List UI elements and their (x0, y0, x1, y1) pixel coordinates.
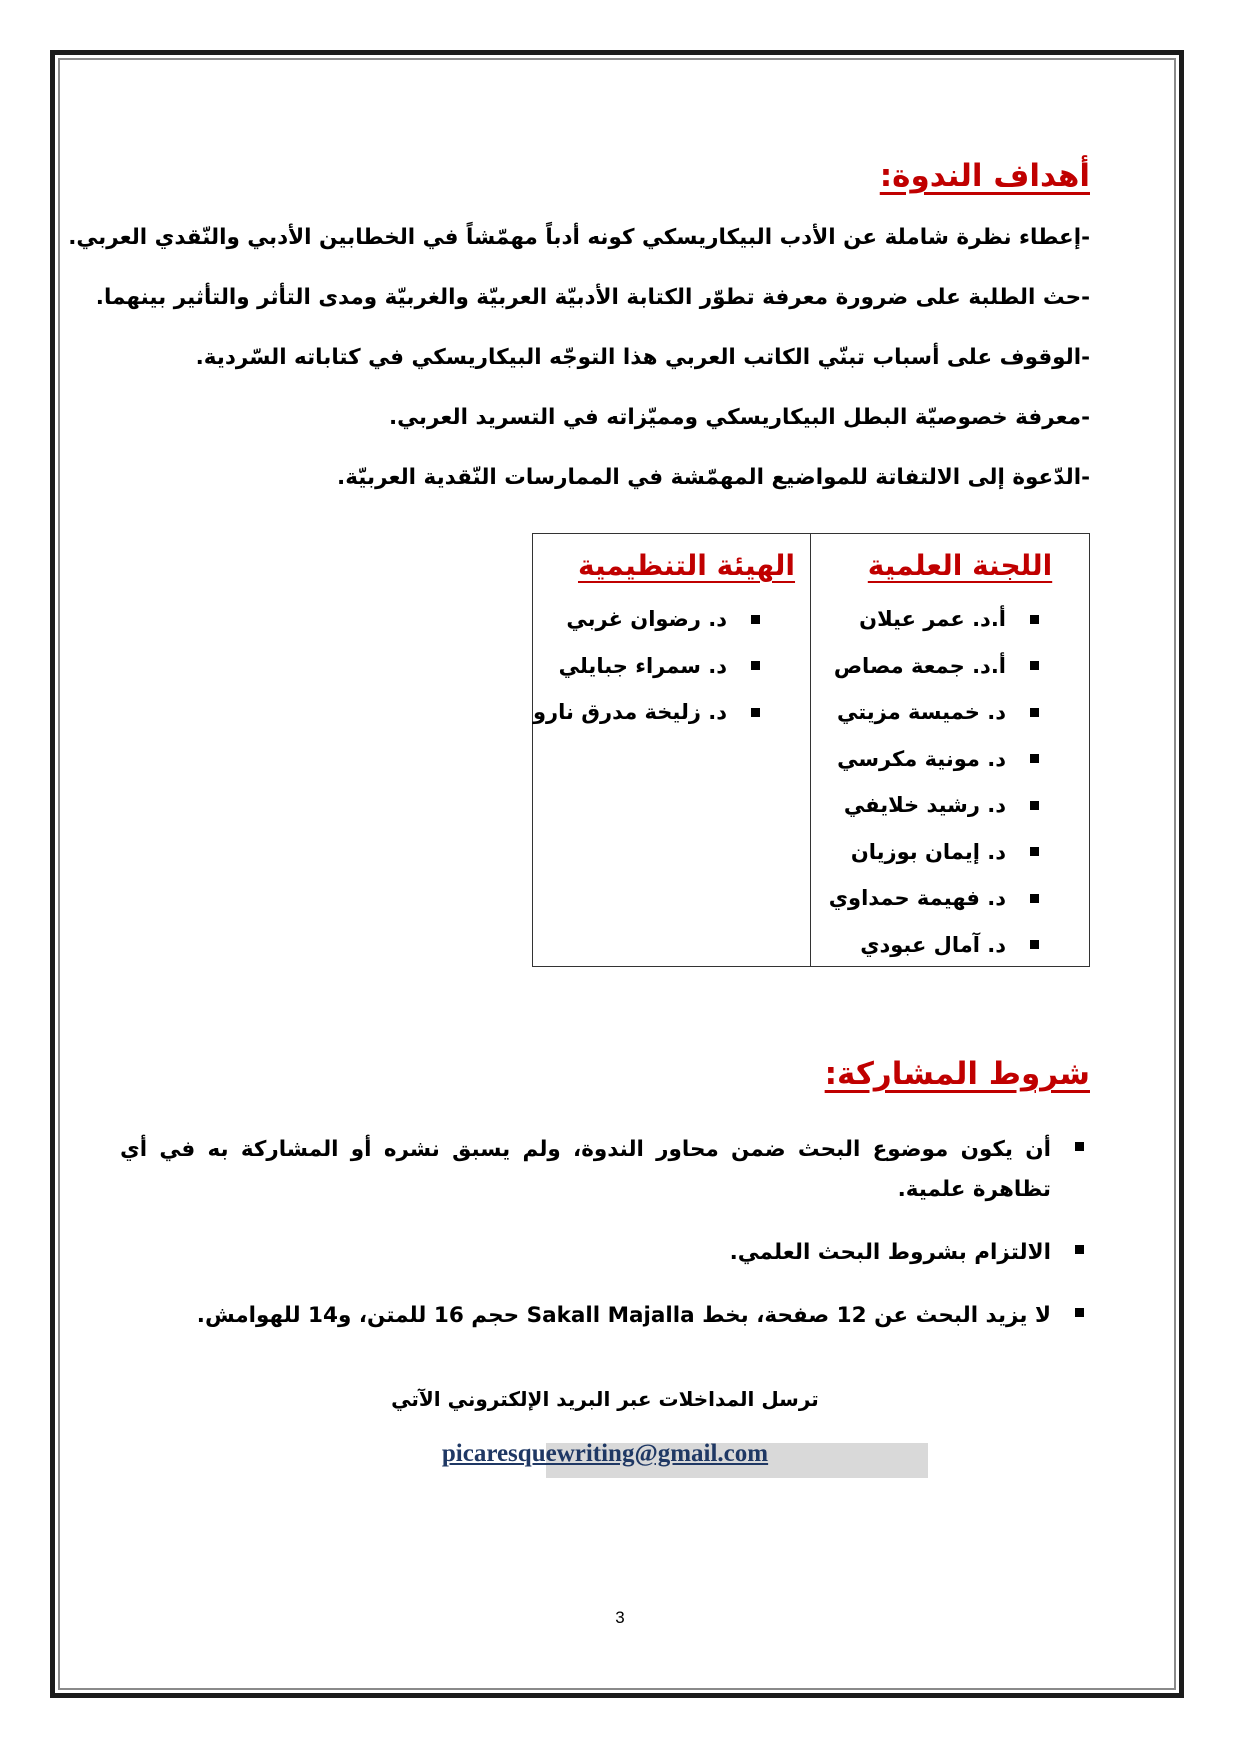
condition-item (120, 1130, 1090, 1210)
committee-member (533, 596, 760, 643)
submission-note: ترسل المداخلات عبر البريد الإلكتروني الآتي (391, 1387, 819, 1411)
square-bullet-icon (1075, 1142, 1084, 1151)
member-name: د. رشيد خلايفي (843, 793, 1006, 818)
conditions-heading: شروط المشاركة: (824, 1056, 1090, 1092)
committee-member (533, 689, 760, 736)
committee-member (811, 643, 1039, 690)
scientific-committee-title: اللجنة العلمية (867, 549, 1053, 582)
member-name: د. آمال عبودي (860, 932, 1006, 957)
square-bullet-icon (751, 708, 760, 717)
committee-member (811, 875, 1039, 922)
square-bullet-icon (1030, 847, 1039, 856)
member-name: أ.د. جمعة مصاص (833, 653, 1006, 678)
document-page (68, 0, 1090, 1755)
committee-member (533, 643, 760, 690)
member-name: د. إيمان بوزيان (850, 839, 1006, 864)
member-name: د. مونية مكرسي (837, 746, 1006, 771)
square-bullet-icon (1030, 661, 1039, 670)
page-number: 3 (615, 1608, 625, 1627)
square-bullet-icon (1030, 801, 1039, 810)
committee-member (811, 736, 1039, 783)
condition-item (120, 1296, 1090, 1336)
scientific-committee-list (811, 596, 1089, 968)
square-bullet-icon (1075, 1308, 1084, 1317)
committee-member (811, 922, 1039, 969)
scientific-committee-column (810, 534, 1089, 966)
square-bullet-icon (1075, 1245, 1084, 1254)
square-bullet-icon (751, 615, 760, 624)
condition-item (120, 1233, 1090, 1273)
square-bullet-icon (1030, 894, 1039, 903)
member-name: د. زليخة مدرق نارو (533, 700, 728, 725)
conditions-list (120, 1130, 1090, 1336)
condition-text: الالتزام بشروط البحث العلمي. (729, 1240, 1051, 1265)
committee-member (811, 689, 1039, 736)
member-name: د. فهيمة حمداوي (828, 886, 1006, 911)
organizing-committee-column (533, 534, 810, 966)
committee-member (811, 829, 1039, 876)
committee-member (811, 596, 1039, 643)
goal-item: -إعطاء نظرة شاملة عن الأدب البيكاريسكي كونه أدباً مهمّشاً في الخطابين الأدبي والنّقدي العربي. (68, 225, 1090, 250)
committees-table (532, 533, 1090, 967)
square-bullet-icon (1030, 940, 1039, 949)
member-name: د. رضوان غربي (566, 607, 728, 632)
member-name: أ.د. عمر عيلان (859, 607, 1006, 632)
goal-item: -حث الطلبة على ضرورة معرفة تطوّر الكتابة الأدبيّة العربيّة والغربيّة ومدى التأثر والتأثير بينهما. (95, 285, 1090, 310)
square-bullet-icon (1030, 615, 1039, 624)
condition-text: لا يزيد البحث عن 12 صفحة، بخط Sakall Majalla حجم 16 للمتن، و14 للهوامش. (196, 1303, 1051, 1328)
organizing-committee-list (533, 596, 810, 736)
committee-member (811, 782, 1039, 829)
goal-item: -الدّعوة إلى الالتفاتة للمواضيع المهمّشة في الممارسات النّقدية العربيّة. (337, 465, 1090, 490)
goal-item: -معرفة خصوصيّة البطل البيكاريسكي ومميّزاته في التسريد العربي. (389, 405, 1090, 430)
square-bullet-icon (1030, 708, 1039, 717)
goals-list (68, 222, 1090, 522)
goal-item: -الوقوف على أسباب تبنّي الكاتب العربي هذا التوجّه البيكاريسكي في كتاباته السّردية. (195, 345, 1090, 370)
organizing-committee-title: الهيئة التنظيمية (577, 549, 796, 582)
goals-heading: أهداف الندوة: (879, 158, 1090, 194)
square-bullet-icon (1030, 754, 1039, 763)
square-bullet-icon (751, 661, 760, 670)
member-name: د. سمراء جبايلي (558, 653, 728, 678)
member-name: د. خميسة مزيتي (836, 700, 1006, 725)
submission-email-link[interactable]: picaresquewriting@gmail.com (441, 1440, 769, 1467)
condition-text: أن يكون موضوع البحث ضمن محاور الندوة، ولم يسبق نشره أو المشاركة به في أي تظاهرة علمية. (120, 1137, 1051, 1202)
